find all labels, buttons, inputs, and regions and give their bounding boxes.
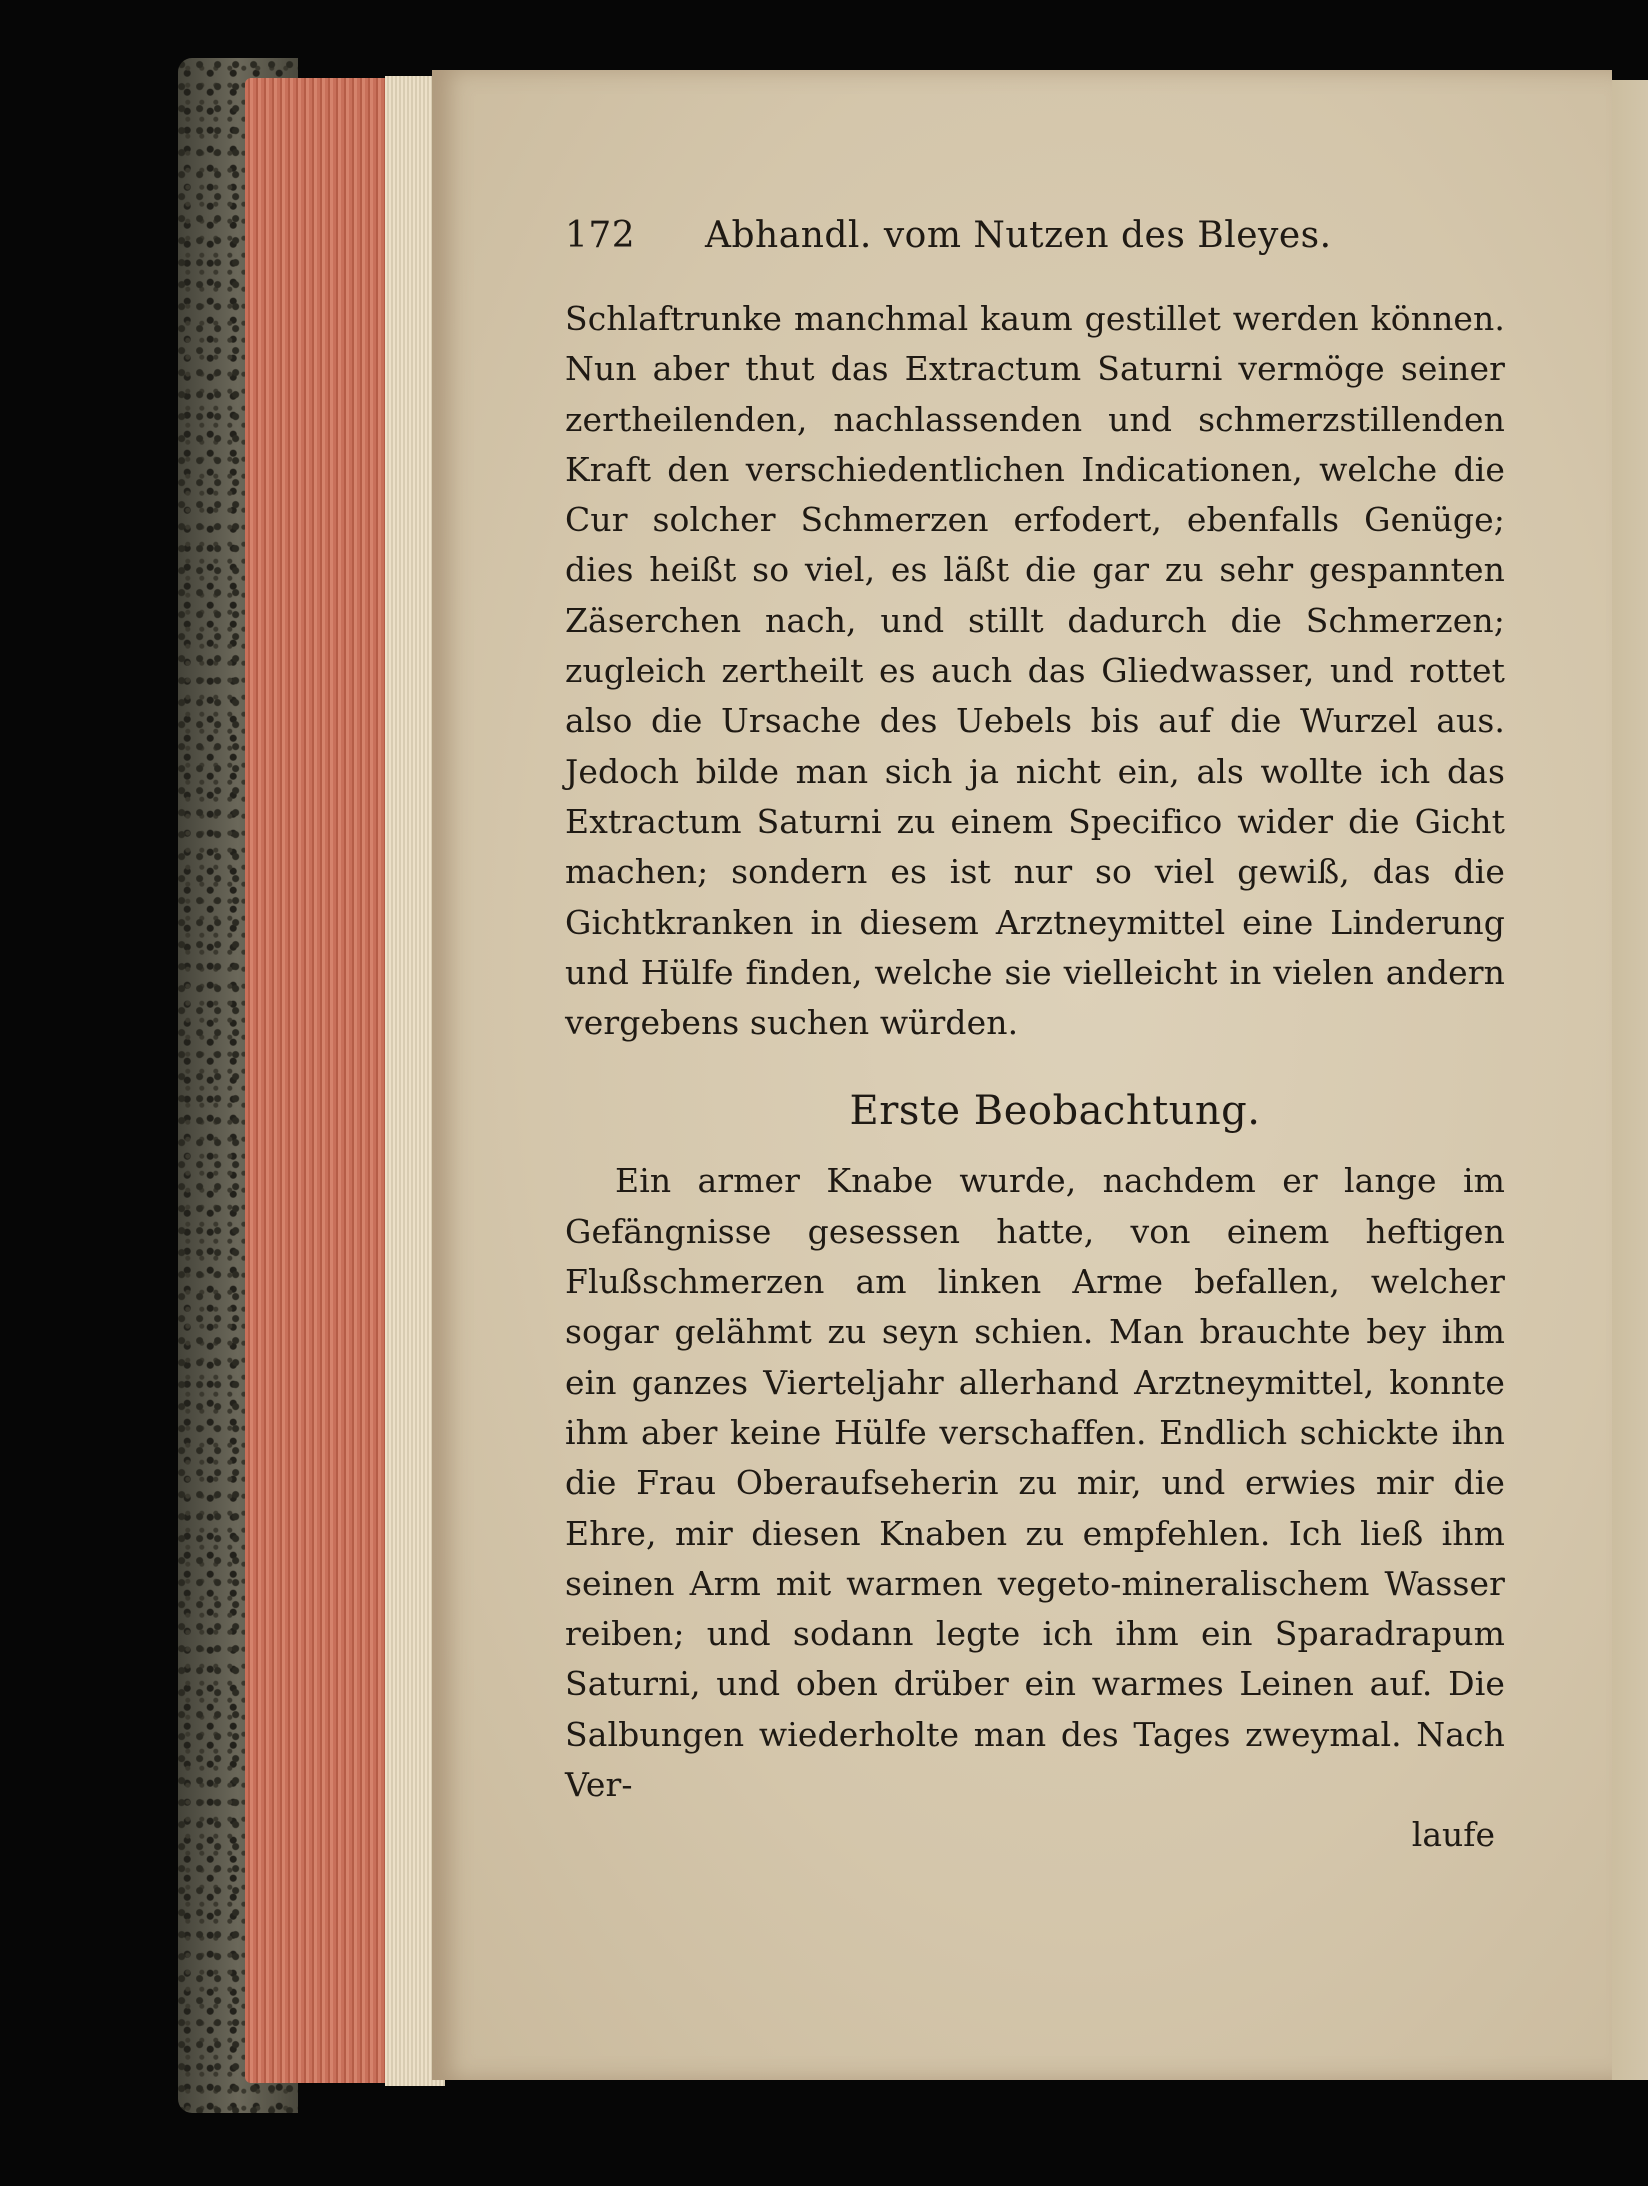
catchword: laufe xyxy=(1411,1815,1495,1855)
page-header xyxy=(565,215,1505,256)
paragraph-2 xyxy=(565,1156,1505,1810)
paragraph-1-text: Schlaftrunke manchmal kaum gestillet werden können. Nun aber thut das Extractum Saturni vermöge seiner zertheilenden, nachlassenden und schmerzstillenden Kraft den verschiedentlichen Indicationen, welche die Cur solcher Schmerzen erfodert, ebenfalls Genüge; dies heißt so viel, es läßt die gar zu sehr gespannten Zäserchen nach, und stillt dadurch die Schmerzen; zugleich zertheilt es auch das Gliedwasser, und rottet also die Ursache des Uebels bis auf die Wurzel aus. Jedoch bilde man sich ja nicht ein, als wollte ich das Extractum Saturni zu einem Specifico wider die Gicht machen; sondern es ist nur so viel gewiß, das die Gichtkranken in diesem Arztneymittel eine Linderung und Hülfe finden, welche sie vielleicht in vielen andern vergebens suchen würden. xyxy=(565,299,1505,1043)
text-block xyxy=(565,215,1505,1860)
paragraph-2-text: Ein armer Knabe wurde, nachdem er lange im Gefängnisse gesessen hatte, von einem heftigen Flußschmerzen am linken Arme befallen, welcher sogar gelähmt zu seyn schien. Man brauchte bey ihm ein ganzes Vierteljahr allerhand Arztneymittel, konnte ihm aber keine Hülfe verschaffen. Endlich schickte ihn die Frau Oberaufseherin zu mir, und erwies mir die Ehre, mir diesen Knaben zu empfehlen. Ich ließ ihm seinen Arm mit warmen vegeto-mineralischem Wasser reiben; und sodann legte ich ihm ein Sparadrapum Saturni, und oben drüber ein warmes Leinen auf. Die Salbungen wiederholte man des Tages zweymal. Nach Ver- xyxy=(565,1161,1505,1805)
running-head: Abhandl. vom Nutzen des Bleyes. xyxy=(705,215,1332,256)
paragraph-1 xyxy=(565,294,1505,1048)
section-heading: Erste Beobachtung. xyxy=(849,1088,1261,1135)
page-number: 172 xyxy=(565,215,636,256)
